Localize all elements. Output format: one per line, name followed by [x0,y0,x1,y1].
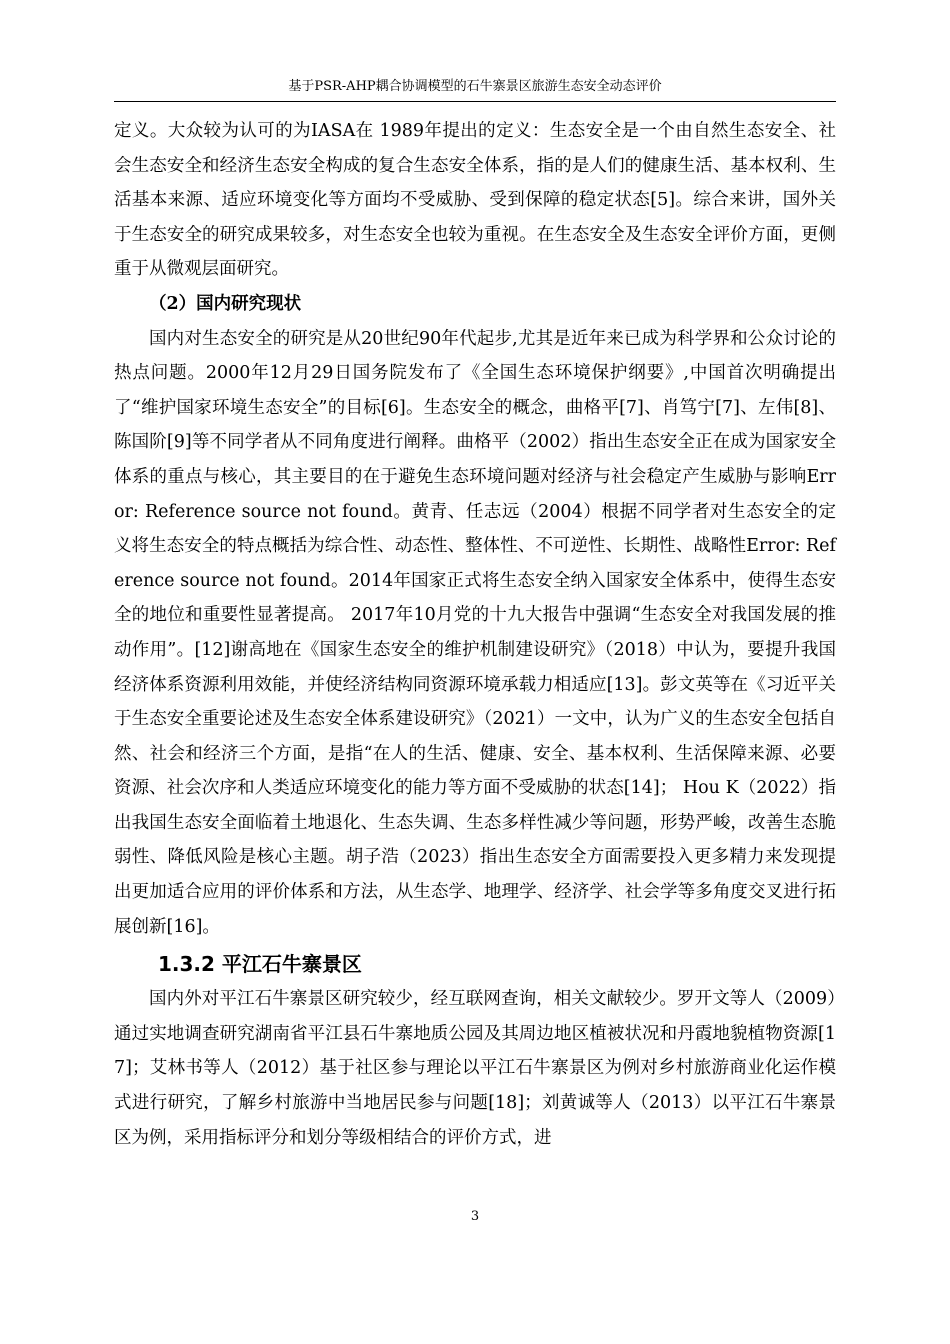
page-body [114,114,836,1155]
running-header: 基于PSR-AHP耦合协调模型的石牛寨景区旅游生态安全动态评价 [288,79,662,94]
body-paragraph-2: 国内对生态安全的研究是从20世纪90年代起步,尤其是近年来已成为科学界和公众讨论的热点问题。2000年12月29日国务院发布了《全国生态环境保护纲要》,中国首次明确提出了“维护国家环境生态安全”的目标[6]。生态安全的概念，曲格平[7]、肖笃宁[7]、左伟[8]、陈国阶[9]等不同学者从不同角度进行阐释。曲格平（2002）指出生态安全正在成为国家安全体系的重点与核心，其主要目的在于避免生态环境问题对经济与社会稳定产生威胁与影响Error: Reference source not found。黄青、任志远（2004）根据不同学者对生态安全的定义将生态安全的特点概括为综合性、动态性、整体性、不可逆性、长期性、战略性Error: Reference source not found。2014年国家正式将生态安全纳入国家安全体系中，使得生态安全的地位和重要性显著提高。 2017年10月党的十九大报告中强调“生态安全对我国发展的推动作用”。[12]谢高地在《国家生态安全的维护机制建设研究》（2018）中认为，要提升我国经济体系资源利用效能，并使经济结构同资源环境承载力相适应[13]。彭文英等在《习近平关于生态安全重要论述及生态安全体系建设研究》（2021）一文中，认为广义的生态安全包括自然、社会和经济三个方面，是指“在人的生活、健康、安全、基本权利、生活保障来源、必要资源、社会次序和人类适应环境变化的能力等方面不受威胁的状态[14]； Hou K（2022）指出我国生态安全面临着土地退化、生态失调、生态多样性减少等问题，形势严峻，改善生态脆弱性、降低风险是核心主题。胡子浩（2023）指出生态安全方面需要投入更多精力来发现提出更加适合应用的评价体系和方法，从生态学、地理学、经济学、社会学等多角度交叉进行拓展创新[16]。 [114,328,836,937]
subheading-domestic-research: （2）国内研究现状 [149,293,302,314]
body-paragraph-3: 国内外对平江石牛寨景区研究较少，经互联网查询，相关文献较少。罗开文等人（2009）通过实地调查研究湖南省平江县石牛寨地质公园及其周边地区植被状况和丹霞地貌植物资源[17]；艾林书等人（2012）基于社区参与理论以平江石牛寨景区为例对乡村旅游商业化运作模式进行研究，了解乡村旅游中当地居民参与问题[18]；刘黄诚等人（2013）以平江石牛寨景区为例，采用指标评分和划分等级相结合的评价方式，进 [114,989,836,1148]
section-heading-1-3-2: 1.3.2 平江石牛寨景区 [158,952,362,977]
header-rule [114,101,836,102]
body-paragraph-1: 定义。大众较为认可的为IASA在 1989年提出的定义：生态安全是一个由自然生态安全、社会生态安全和经济生态安全构成的复合生态安全体系，指的是人们的健康生活、基本权利、生活基本来源、适应环境变化等方面均不受威胁、受到保障的稳定状态[5]。综合来讲，国外关于生态安全的研究成果较多，对生态安全也较为重视。在生态安全及生态安全评价方面，更侧重于从微观层面研究。 [114,121,836,280]
page-number: 3 [470,1209,480,1224]
